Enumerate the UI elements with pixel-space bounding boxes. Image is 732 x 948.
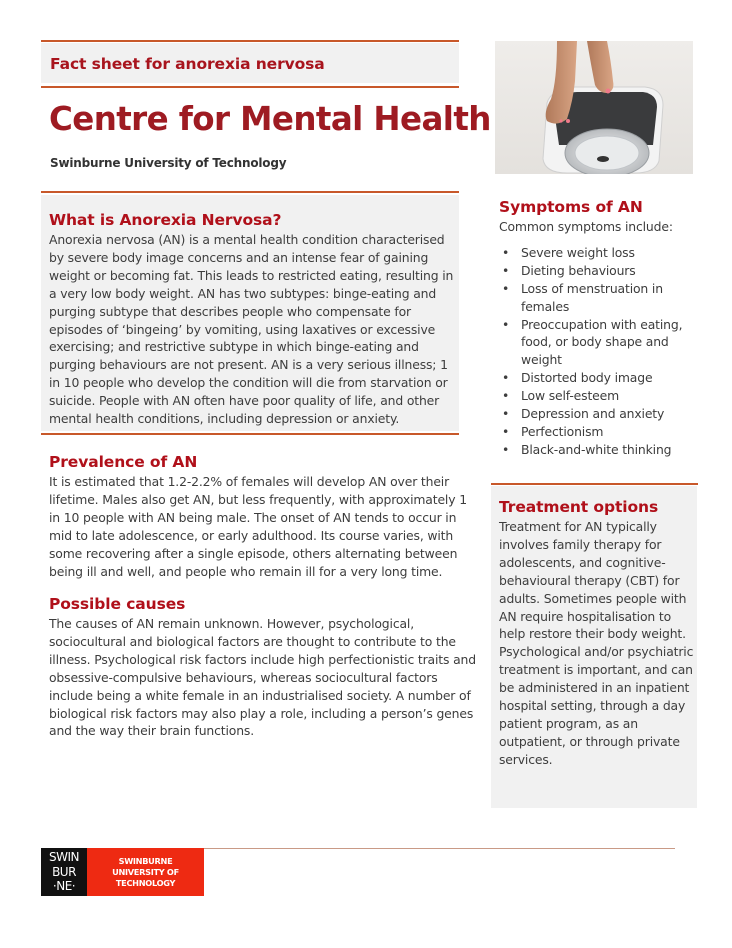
symptom-text: Black-and-white thinking xyxy=(521,441,672,457)
symptoms-intro: Common symptoms include: xyxy=(499,219,673,234)
symptom-text: Dieting behaviours xyxy=(521,262,636,278)
bullet-icon: • xyxy=(502,280,510,296)
list-item xyxy=(499,441,694,459)
treatment-top-rule xyxy=(491,483,698,485)
list-item xyxy=(499,369,694,387)
section-heading: Prevalence of AN xyxy=(49,453,198,471)
symptoms-list xyxy=(499,244,694,459)
section-heading: What is Anorexia Nervosa? xyxy=(49,211,282,229)
section-body: Anorexia nervosa (AN) is a mental health condition characterised by severe body image concerns and an intense fear of gaining weight or becoming fat. This leads to restricted eating, resulting in a very low body weight. AN has two subtypes: binge-eating and purging subtype that describes people who compensate for episodes of ‘bingeing’ by vomiting, using laxatives or excessive exercising; and restrictive subtype in which binge-eating and purging behaviours are not present. AN is a very serious illness; 1 in 10 people who develop the condition will die from starvation or suicide. People with AN often have poor quality of life, and other mental health conditions, including depression or anxiety. xyxy=(49,232,454,427)
section-heading: Symptoms of AN xyxy=(499,198,643,216)
bullet-icon: • xyxy=(502,316,510,332)
list-item xyxy=(499,423,694,441)
logo-text-line: TECHNOLOGY xyxy=(115,877,176,888)
bullet-icon: • xyxy=(502,262,510,278)
swinburne-logo xyxy=(41,848,204,896)
header-bottom-rule xyxy=(41,191,459,193)
section-possible-causes xyxy=(49,595,479,740)
list-item xyxy=(499,262,694,280)
logo-wordmark xyxy=(87,848,204,896)
bullet-icon: • xyxy=(502,388,510,404)
bathroom-scale-photo xyxy=(495,41,693,174)
logo-mark xyxy=(41,848,87,896)
symptom-text: Severe weight loss xyxy=(521,244,635,260)
section-prevalence xyxy=(49,453,479,580)
bullet-icon: • xyxy=(502,423,510,439)
logo-text-line: SWINBURNE xyxy=(118,855,173,866)
logo-text-line: UNIVERSITY OF xyxy=(112,866,179,877)
logo-mark-line: SWIN xyxy=(49,850,79,864)
list-item xyxy=(499,405,694,423)
page-title: Centre for Mental Health xyxy=(49,100,491,138)
section-body: The causes of AN remain unknown. However, psychological, sociocultural and biological factors are thought to contribute to the illness. Psychological risk factors include high perfectionistic traits and obsessive-compulsive behaviours, whereas sociocultural factors include being a white female in an industrialised society. A number of biological risk factors may also play a role, including a person’s genes and the way their brain functions. xyxy=(49,616,476,739)
logo-mark-line: BUR xyxy=(52,864,76,879)
top-rule xyxy=(41,40,459,42)
section-treatment xyxy=(499,498,694,769)
list-item xyxy=(499,316,694,370)
list-item xyxy=(499,280,694,316)
fact-sheet-title: Fact sheet for anorexia nervosa xyxy=(50,55,325,73)
section-symptoms xyxy=(499,198,694,459)
section-heading: Possible causes xyxy=(49,595,186,613)
section-body: Treatment for AN typically involves family therapy for adolescents, and cognitive-behavioural therapy (CBT) for adults. Sometimes people with AN require hospitalisation to help restore their body weight. Psychological and/or psychiatric treatment is important, and can be administered in an inpatient hospital setting, through a day patient program, as an outpatient, or through private services. xyxy=(499,519,694,767)
symptom-text: Preoccupation with eating, food, or body shape and weight xyxy=(521,316,683,368)
logo-mark-line: ·NE· xyxy=(52,879,76,893)
bullet-icon: • xyxy=(502,244,510,260)
symptom-text: Depression and anxiety xyxy=(521,406,665,422)
what-is-an-bottom-rule xyxy=(41,433,459,435)
bullet-icon: • xyxy=(502,441,510,457)
banner-bottom-rule xyxy=(41,86,459,88)
section-what-is-an xyxy=(49,211,459,428)
symptom-text: Perfectionism xyxy=(521,423,604,439)
page-subtitle: Swinburne University of Technology xyxy=(50,156,287,170)
section-body: It is estimated that 1.2-2.2% of females will develop AN over their lifetime. Males also get AN, but less frequently, with approximately 1 in 10 people with AN being male. The onset of AN tends to occur in mid to late adolescence, or early adulthood. Its course varies, with some recovering after a single episode, others alternating between being ill and well, and people who remain ill for a very long time. xyxy=(49,474,467,579)
bullet-icon: • xyxy=(502,406,510,422)
bullet-icon: • xyxy=(502,370,510,386)
scale-photo-icon xyxy=(495,41,693,174)
section-heading: Treatment options xyxy=(499,498,659,516)
list-item xyxy=(499,387,694,405)
symptom-text: Low self-esteem xyxy=(521,388,620,404)
list-item xyxy=(499,244,694,262)
symptom-text: Loss of menstruation in females xyxy=(521,280,663,314)
symptom-text: Distorted body image xyxy=(521,370,653,386)
